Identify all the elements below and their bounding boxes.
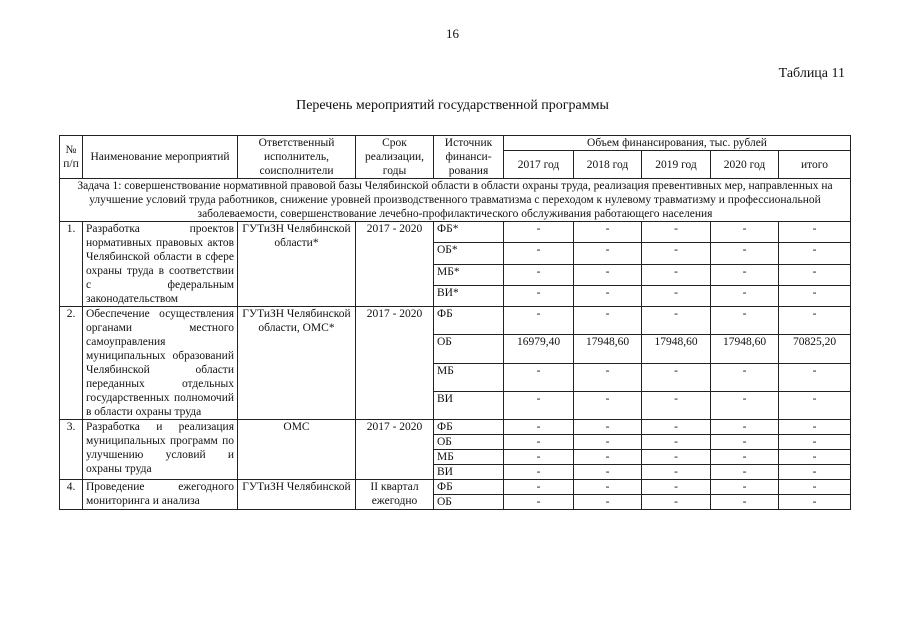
row-3-source: МБ bbox=[434, 450, 504, 465]
row-3-responsible: ОМС bbox=[238, 420, 356, 480]
row-2-value: - bbox=[504, 391, 574, 419]
row-1-value: - bbox=[574, 243, 642, 264]
row-3-value: - bbox=[504, 435, 574, 450]
row-3-value: - bbox=[711, 435, 779, 450]
row-4-term: II квартал ежегодно bbox=[356, 480, 434, 510]
header-year-2018: 2018 год bbox=[574, 151, 642, 179]
row-4-value: - bbox=[574, 480, 642, 495]
row-1-value: - bbox=[504, 285, 574, 306]
row-1-value: - bbox=[504, 264, 574, 285]
row-1-source: ФБ* bbox=[434, 222, 504, 243]
header-year-2017: 2017 год bbox=[504, 151, 574, 179]
row-3-source: ОБ bbox=[434, 435, 504, 450]
row-2-value: - bbox=[642, 307, 711, 335]
row-4-responsible: ГУТиЗН Челябинской bbox=[238, 480, 356, 510]
row-1-value: - bbox=[779, 264, 851, 285]
row-3-value: - bbox=[642, 435, 711, 450]
document-title: Перечень мероприятий государственной программы bbox=[296, 98, 609, 113]
row-2-num: 2. bbox=[60, 307, 83, 420]
row-3-value: - bbox=[504, 465, 574, 480]
row-1-responsible: ГУТиЗН Челябинской области* bbox=[238, 222, 356, 307]
row-1-term: 2017 - 2020 bbox=[356, 222, 434, 307]
row-2-value: - bbox=[504, 363, 574, 391]
row-4-value: - bbox=[642, 495, 711, 510]
row-2-source: ФБ bbox=[434, 307, 504, 335]
row-1-value: - bbox=[711, 243, 779, 264]
row-1-num: 1. bbox=[60, 222, 83, 307]
row-4-value: - bbox=[504, 480, 574, 495]
row-3-value: - bbox=[574, 450, 642, 465]
row-3-value: - bbox=[642, 450, 711, 465]
row-1-value: - bbox=[711, 222, 779, 243]
row-2-value: - bbox=[779, 363, 851, 391]
row-1-value: - bbox=[574, 285, 642, 306]
row-3-value: - bbox=[779, 465, 851, 480]
row-2-source: ВИ bbox=[434, 391, 504, 419]
row-2-source: МБ bbox=[434, 363, 504, 391]
row-3-value: - bbox=[642, 420, 711, 435]
row-2-value: 16979,40 bbox=[504, 335, 574, 363]
header-year-2020: 2020 год bbox=[711, 151, 779, 179]
row-4-value: - bbox=[642, 480, 711, 495]
row-3-value: - bbox=[642, 465, 711, 480]
row-2-value: 17948,60 bbox=[711, 335, 779, 363]
row-3-value: - bbox=[504, 420, 574, 435]
row-2-value: - bbox=[574, 391, 642, 419]
row-2-value: - bbox=[711, 307, 779, 335]
row-2-value: - bbox=[779, 391, 851, 419]
row-2-value: - bbox=[504, 307, 574, 335]
row-4-num: 4. bbox=[60, 480, 83, 510]
row-2-responsible: ГУТиЗН Челябинской области, ОМС* bbox=[238, 307, 356, 420]
row-4-value: - bbox=[504, 495, 574, 510]
row-3-value: - bbox=[779, 420, 851, 435]
row-1-value: - bbox=[779, 222, 851, 243]
row-3-value: - bbox=[711, 420, 779, 435]
row-3-source: ВИ bbox=[434, 465, 504, 480]
row-1-source: ВИ* bbox=[434, 285, 504, 306]
row-2-value: - bbox=[642, 391, 711, 419]
header-responsible: Ответственный исполнитель, соисполнители bbox=[238, 136, 356, 179]
row-4-source: ФБ bbox=[434, 480, 504, 495]
row-2-value: - bbox=[574, 307, 642, 335]
row-3-value: - bbox=[574, 465, 642, 480]
row-3-value: - bbox=[574, 420, 642, 435]
row-3-value: - bbox=[711, 450, 779, 465]
page-number: 16 bbox=[446, 26, 459, 41]
row-3-name: Разработка и реализация муниципальных программ по улучшению условий и охраны труда bbox=[83, 420, 238, 480]
row-1-value: - bbox=[504, 243, 574, 264]
row-4-value: - bbox=[574, 495, 642, 510]
row-4-value: - bbox=[779, 480, 851, 495]
row-1-value: - bbox=[779, 285, 851, 306]
row-3-value: - bbox=[711, 465, 779, 480]
row-3-term: 2017 - 2020 bbox=[356, 420, 434, 480]
task-1-row: Задача 1: совершенствование нормативной правовой базы Челябинской области в области охраны труда, реализация превентивных мер, направленных на улучшение условий труда работников, снижение уровней производственного травматизма с переходом к нулевому травматизму и профессиональной заболеваемости, совершенствование лечебно-профилактического обслуживания работающего населения bbox=[60, 179, 851, 222]
row-1-value: - bbox=[574, 264, 642, 285]
header-name: Наименование мероприятий bbox=[83, 136, 238, 179]
row-1-value: - bbox=[642, 285, 711, 306]
row-2-value: 17948,60 bbox=[642, 335, 711, 363]
row-1-source: ОБ* bbox=[434, 243, 504, 264]
row-1-value: - bbox=[779, 243, 851, 264]
row-3-value: - bbox=[574, 435, 642, 450]
header-funding: Объем финансирования, тыс. рублей bbox=[504, 136, 851, 151]
program-activities-table bbox=[59, 135, 851, 510]
row-4-value: - bbox=[779, 495, 851, 510]
row-4-value: - bbox=[711, 480, 779, 495]
row-4-value: - bbox=[711, 495, 779, 510]
row-1-name: Разработка проектов нормативных правовых актов Челябинской области в сфере охраны труда в соответствии с федеральным законодательством bbox=[83, 222, 238, 307]
header-source: Источник финанси-рования bbox=[434, 136, 504, 179]
row-2-value: 17948,60 bbox=[574, 335, 642, 363]
row-3-num: 3. bbox=[60, 420, 83, 480]
row-2-value: - bbox=[574, 363, 642, 391]
table-caption: Таблица 11 bbox=[778, 66, 845, 81]
row-3-value: - bbox=[779, 450, 851, 465]
header-num: № п/п bbox=[60, 136, 83, 179]
row-2-value: - bbox=[711, 363, 779, 391]
row-2-value: - bbox=[711, 391, 779, 419]
header-total: итого bbox=[779, 151, 851, 179]
row-1-value: - bbox=[711, 264, 779, 285]
row-1-value: - bbox=[642, 243, 711, 264]
row-2-value: - bbox=[779, 307, 851, 335]
row-4-source: ОБ bbox=[434, 495, 504, 510]
row-1-value: - bbox=[642, 264, 711, 285]
row-3-value: - bbox=[504, 450, 574, 465]
row-2-source: ОБ bbox=[434, 335, 504, 363]
row-3-value: - bbox=[779, 435, 851, 450]
row-1-value: - bbox=[642, 222, 711, 243]
row-1-value: - bbox=[504, 222, 574, 243]
row-3-source: ФБ bbox=[434, 420, 504, 435]
row-1-value: - bbox=[574, 222, 642, 243]
header-year-2019: 2019 год bbox=[642, 151, 711, 179]
row-2-term: 2017 - 2020 bbox=[356, 307, 434, 420]
row-2-value: - bbox=[642, 363, 711, 391]
row-2-value: 70825,20 bbox=[779, 335, 851, 363]
row-1-source: МБ* bbox=[434, 264, 504, 285]
row-1-value: - bbox=[711, 285, 779, 306]
header-term: Срок реализации, годы bbox=[356, 136, 434, 179]
row-4-name: Проведение ежегодного мониторинга и анализа bbox=[83, 480, 238, 510]
row-2-name: Обеспечение осуществления органами местного самоуправления муниципальных образований Челябинской области переданных отдельных государственных полномочий в области охраны труда bbox=[83, 307, 238, 420]
